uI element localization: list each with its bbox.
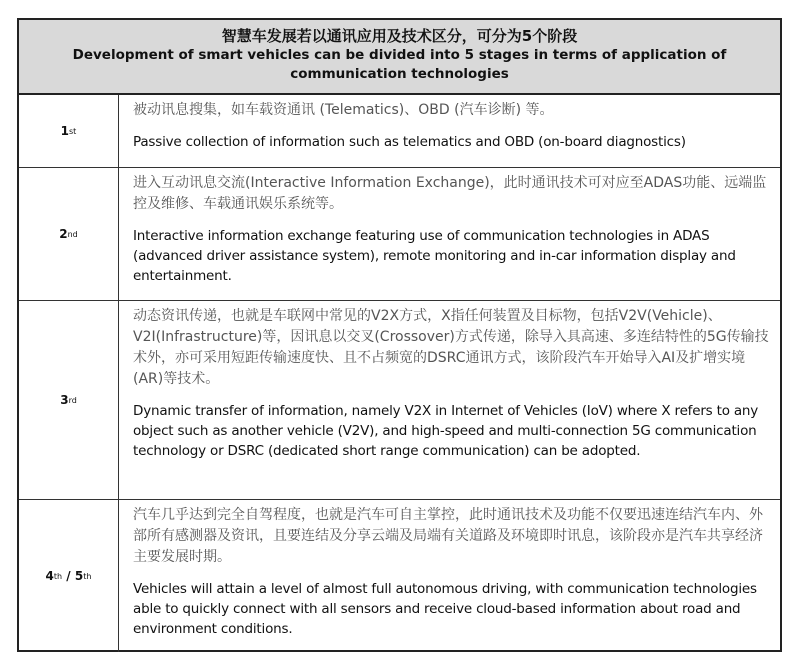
stage-description	[133, 505, 770, 639]
description-zh: 被动讯息搜集，如车载资通讯 (Telematics)、OBD (汽车诊断) 等。	[133, 102, 554, 118]
description-en: Interactive information exchange featuring use of communication technologies in ADAS (advanced driver assistance system), remote monitoring and in-car information display and entertainment.	[133, 228, 736, 284]
stage-description	[133, 306, 770, 461]
stage-label	[19, 301, 119, 499]
table-row	[19, 168, 780, 301]
table-row	[19, 95, 780, 168]
stage-suffix: th	[53, 571, 63, 581]
stage-number: 1	[60, 124, 70, 138]
stage-suffix: nd	[67, 229, 78, 239]
description-en: Dynamic transfer of information, namely V2X in Internet of Vehicles (IoV) where X refers to any object such as another vehicle (V2V), and high-speed and multi-connection 5G communication technology or DSRC (dedicated short range communication) can be adopted.	[133, 403, 759, 459]
description-zh: 汽车几乎达到完全自驾程度，也就是汽车可自主掌控，此时通讯技术及功能不仅要迅速连结汽车内、外部所有感测器及资讯，且要连结及分享云端及局端有关道路及环境即时讯息，该阶段亦是汽车共享经济主要发展时期。	[133, 507, 763, 565]
stage-number: 4	[45, 569, 54, 583]
description-en: Vehicles will attain a level of almost full autonomous driving, with communication technologies able to quickly connect with all sensors and receive cloud-based information about road and environment conditions.	[133, 581, 757, 637]
table-row	[19, 301, 780, 500]
stage-number: 2	[59, 227, 68, 241]
stage-number: 3	[60, 393, 69, 407]
stage-suffix: rd	[68, 395, 77, 405]
stage-suffix-tail: th	[83, 571, 92, 581]
table-header	[19, 20, 780, 95]
header-title-en: Development of smart vehicles can be divided into 5 stages in terms of application of communication technologies	[72, 47, 727, 82]
stages-table	[17, 18, 782, 652]
table-row	[19, 500, 780, 652]
stage-label	[19, 168, 119, 300]
header-title-zh: 智慧车发展若以通讯应用及技术区分，可分为5个阶段	[221, 27, 578, 45]
description-en: Passive collection of information such as telematics and OBD (on-board diagnostics)	[133, 134, 686, 150]
description-zh: 进入互动讯息交流(Interactive Information Exchange)，此时通讯技术可对应至ADAS功能、远端监控及维修、车载通讯娱乐系统等。	[133, 175, 767, 212]
stage-label	[19, 95, 119, 167]
stage-label	[19, 500, 119, 652]
stage-number-tail: / 5	[62, 569, 84, 583]
stage-description	[133, 173, 770, 286]
description-zh: 动态资讯传递，也就是车联网中常见的V2X方式，X指任何装置及目标物，包括V2V(Vehicle)、V2I(Infrastructure)等，因讯息以交叉(Crossover)方式传递，除导入具高速、多连结特性的5G传输技术外，亦可采用短距传输速度快、且不占频宽的DSRC通讯方式，该阶段汽车开始导入AI及扩增实境(AR)等技术。	[133, 308, 769, 387]
stage-suffix: st	[69, 126, 77, 136]
stage-description	[133, 100, 770, 152]
